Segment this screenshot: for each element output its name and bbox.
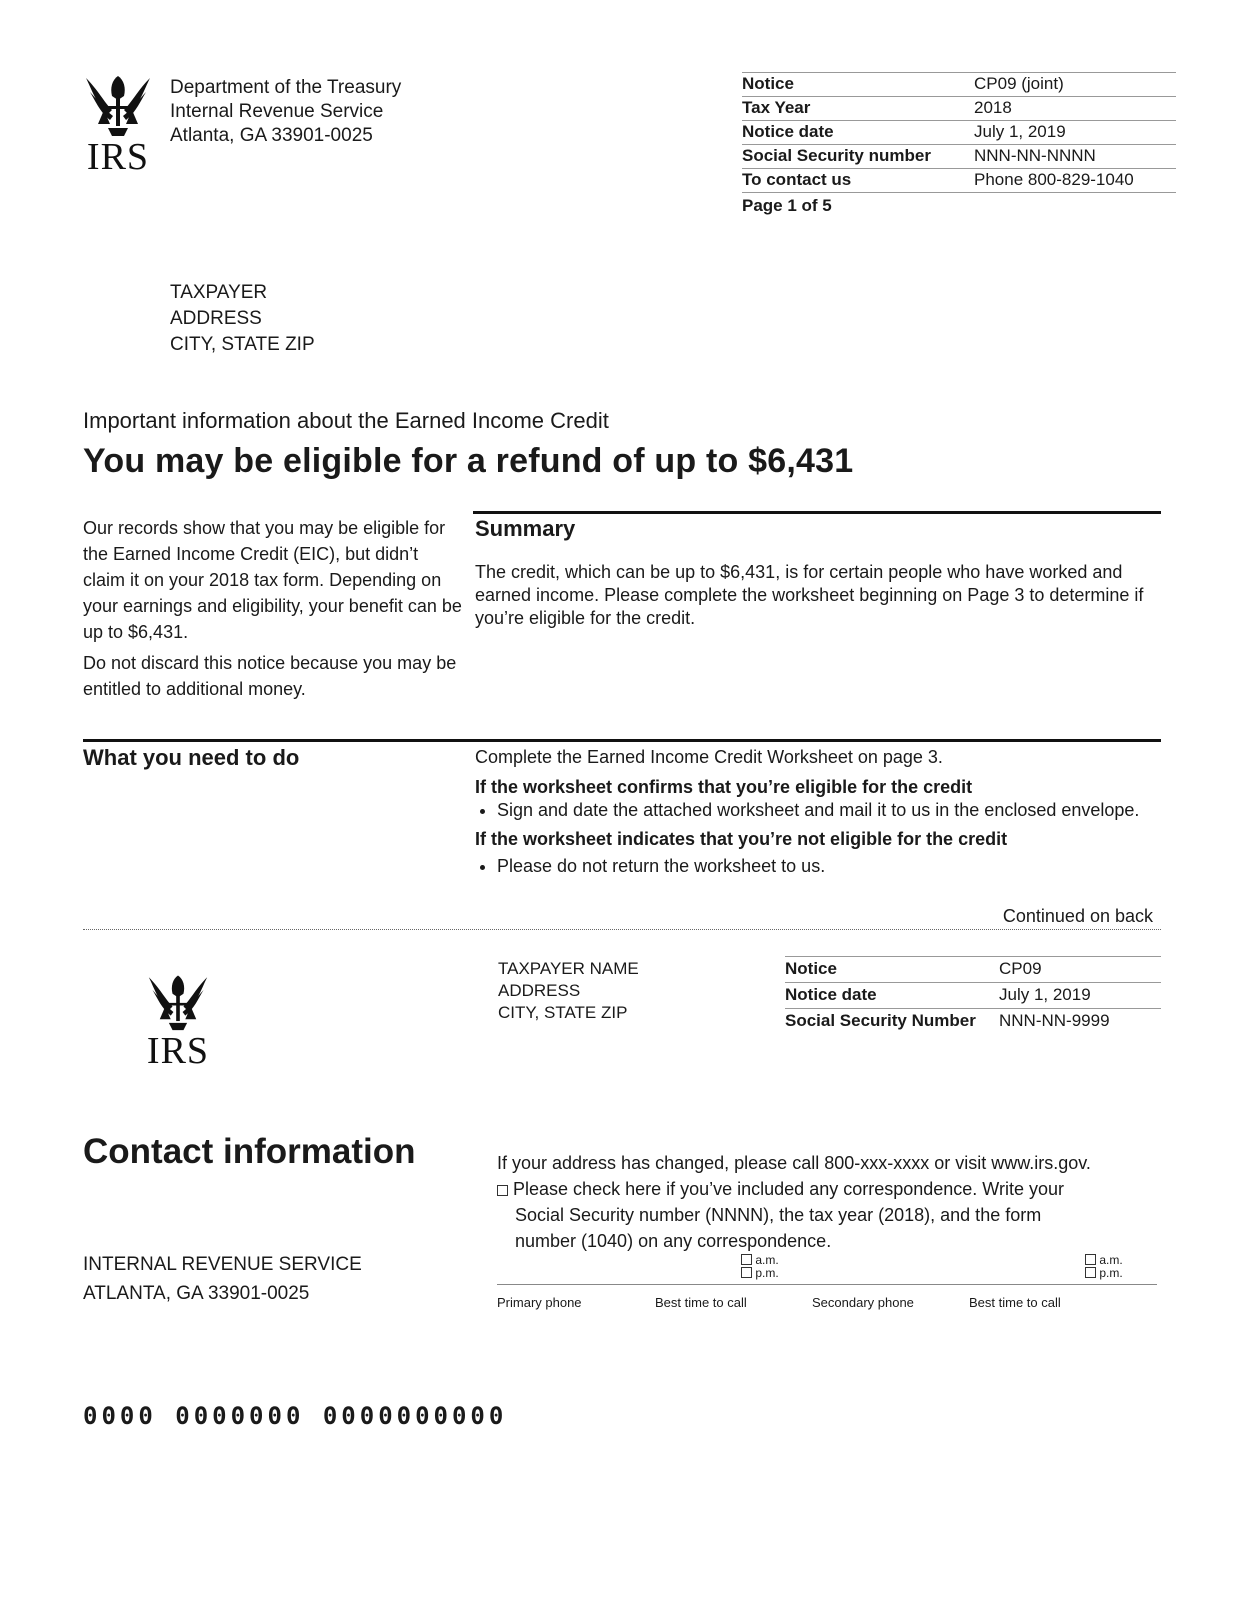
correspondence-line-1: Please check here if you’ve included any correspondence. Write your	[497, 1176, 1161, 1202]
info-value: 2018	[974, 97, 1176, 121]
taxpayer-address	[170, 280, 315, 358]
contact-row	[742, 169, 1176, 193]
stub-ssn-row	[785, 1009, 1161, 1035]
info-label: Tax Year	[742, 97, 974, 121]
notice-info-table	[742, 72, 1176, 218]
todo-intro: Complete the Earned Income Credit Worksheet on page 3.	[475, 747, 943, 767]
stub-taxpayer	[498, 958, 639, 1024]
scanline: 0000 0000000 0000000000	[83, 1402, 508, 1430]
ssn-row	[742, 145, 1176, 169]
irs-logo	[80, 70, 156, 176]
stub-taxpayer-street: ADDRESS	[498, 981, 581, 1000]
info-value: CP09 (joint)	[974, 73, 1176, 97]
page-row	[742, 193, 1176, 219]
agency-city: Atlanta, GA 33901-0025	[170, 125, 373, 146]
info-label: To contact us	[742, 169, 974, 193]
secondary-am-checkbox[interactable]	[1085, 1254, 1096, 1265]
todo-divider	[83, 739, 1161, 742]
summary-divider	[473, 511, 1161, 514]
stub-info-value: July 1, 2019	[999, 983, 1161, 1009]
secondary-am: a.m.	[1085, 1254, 1123, 1267]
stub-taxpayer-city: CITY, STATE ZIP	[498, 1003, 628, 1022]
todo-title: What you need to do	[83, 745, 300, 770]
continued-on-back: Continued on back	[1002, 906, 1153, 926]
correspondence-checkbox[interactable]	[497, 1185, 508, 1196]
stub-info-label: Notice	[785, 957, 999, 983]
eagle-emblem-icon	[142, 970, 214, 1032]
notice-date-row	[742, 121, 1176, 145]
not-eligible-bullet: • Please do not return the worksheet to us.	[497, 855, 1161, 878]
stub-info-value: NNN-NN-9999	[999, 1011, 1110, 1030]
tear-line	[83, 929, 1161, 930]
headline: You may be eligible for a refund of up to $6,431	[83, 442, 854, 480]
info-value: NNN-NN-NNNN	[974, 145, 1176, 169]
phone-line[interactable]	[497, 1284, 1157, 1285]
stub-notice-row	[785, 957, 1161, 983]
tax-year-row	[742, 97, 1176, 121]
secondary-pm-checkbox[interactable]	[1085, 1267, 1096, 1278]
eligible-bullet: • Sign and date the attached worksheet and mail it to us in the enclosed envelope.	[497, 799, 1161, 822]
info-label: Notice	[742, 73, 974, 97]
contact-body	[497, 1150, 1161, 1254]
info-label: Notice date	[742, 121, 974, 145]
primary-phone-label: Primary phone	[497, 1295, 582, 1310]
info-label: Social Security number	[742, 145, 974, 169]
correspondence-line-2: Social Security number (NNNN), the tax year (2018), and the form	[515, 1205, 1042, 1225]
primary-am: a.m.	[741, 1254, 779, 1267]
secondary-pm: p.m.	[1085, 1267, 1123, 1280]
address-change-text: If your address has changed, please call 800-xxx-xxxx or visit www.irs.gov.	[497, 1153, 1091, 1173]
irs-wordmark: IRS	[146, 1030, 210, 1072]
primary-pm: p.m.	[741, 1267, 779, 1280]
primary-pm-checkbox[interactable]	[741, 1267, 752, 1278]
taxpayer-city: CITY, STATE ZIP	[170, 334, 315, 355]
irs-address-line-1: INTERNAL REVENUE SERVICE	[83, 1254, 362, 1275]
best-time-secondary	[1085, 1254, 1123, 1280]
left-note	[83, 515, 463, 707]
stub-info-label: Notice date	[785, 983, 999, 1009]
stub-info-table	[785, 956, 1161, 1034]
secondary-best-time-label: Best time to call	[969, 1295, 1061, 1310]
primary-best-time-label: Best time to call	[655, 1295, 747, 1310]
todo-content	[475, 746, 1161, 878]
irs-address-line-2: ATLANTA, GA 33901-0025	[83, 1283, 310, 1304]
notice-row	[742, 73, 1176, 97]
left-note-discard: Do not discard this notice because you may be entitled to additional money.	[83, 653, 457, 699]
stub-info-label: Social Security Number	[785, 1011, 976, 1030]
agency-department: Department of the Treasury	[170, 77, 402, 98]
stub-taxpayer-name: TAXPAYER NAME	[498, 959, 639, 978]
page-number: Page 1 of 5	[742, 196, 832, 215]
left-note-records: Our records show that you may be eligible for the Earned Income Credit (EIC), but didn’t claim it on your 2018 tax form. Depending on your earnings and eligibility, your benefit can be up to $6,431.	[83, 518, 462, 642]
correspondence-line-3: number (1040) on any correspondence.	[515, 1231, 832, 1251]
contact-title: Contact information	[83, 1132, 416, 1171]
eligible-list	[475, 799, 1161, 822]
secondary-phone-label: Secondary phone	[812, 1295, 914, 1310]
eagle-emblem-icon	[82, 70, 154, 138]
agency-service: Internal Revenue Service	[170, 101, 384, 122]
info-value: Phone 800-829-1040	[974, 169, 1176, 193]
stub-date-row	[785, 983, 1161, 1009]
not-eligible-list	[475, 855, 1161, 878]
primary-am-checkbox[interactable]	[741, 1254, 752, 1265]
not-eligible-heading: If the worksheet indicates that you’re not eligible for the credit	[475, 829, 1008, 849]
best-time-primary	[741, 1254, 779, 1280]
taxpayer-name: TAXPAYER	[170, 282, 268, 303]
eligible-heading: If the worksheet confirms that you’re eligible for the credit	[475, 777, 973, 797]
irs-mailing-address	[83, 1250, 362, 1308]
taxpayer-street: ADDRESS	[170, 308, 262, 329]
agency-block	[170, 76, 401, 148]
info-value: July 1, 2019	[974, 121, 1176, 145]
stub-irs-logo	[140, 970, 216, 1070]
summary-title: Summary	[475, 516, 576, 541]
irs-wordmark: IRS	[86, 136, 150, 178]
intro-line: Important information about the Earned Income Credit	[83, 408, 609, 433]
stub-info-value: CP09	[999, 957, 1161, 983]
summary-text: The credit, which can be up to $6,431, is for certain people who have worked and earned income. Please complete the worksheet beginning on Page 3 to determine if you’re eligible for the credit.	[475, 562, 1144, 628]
